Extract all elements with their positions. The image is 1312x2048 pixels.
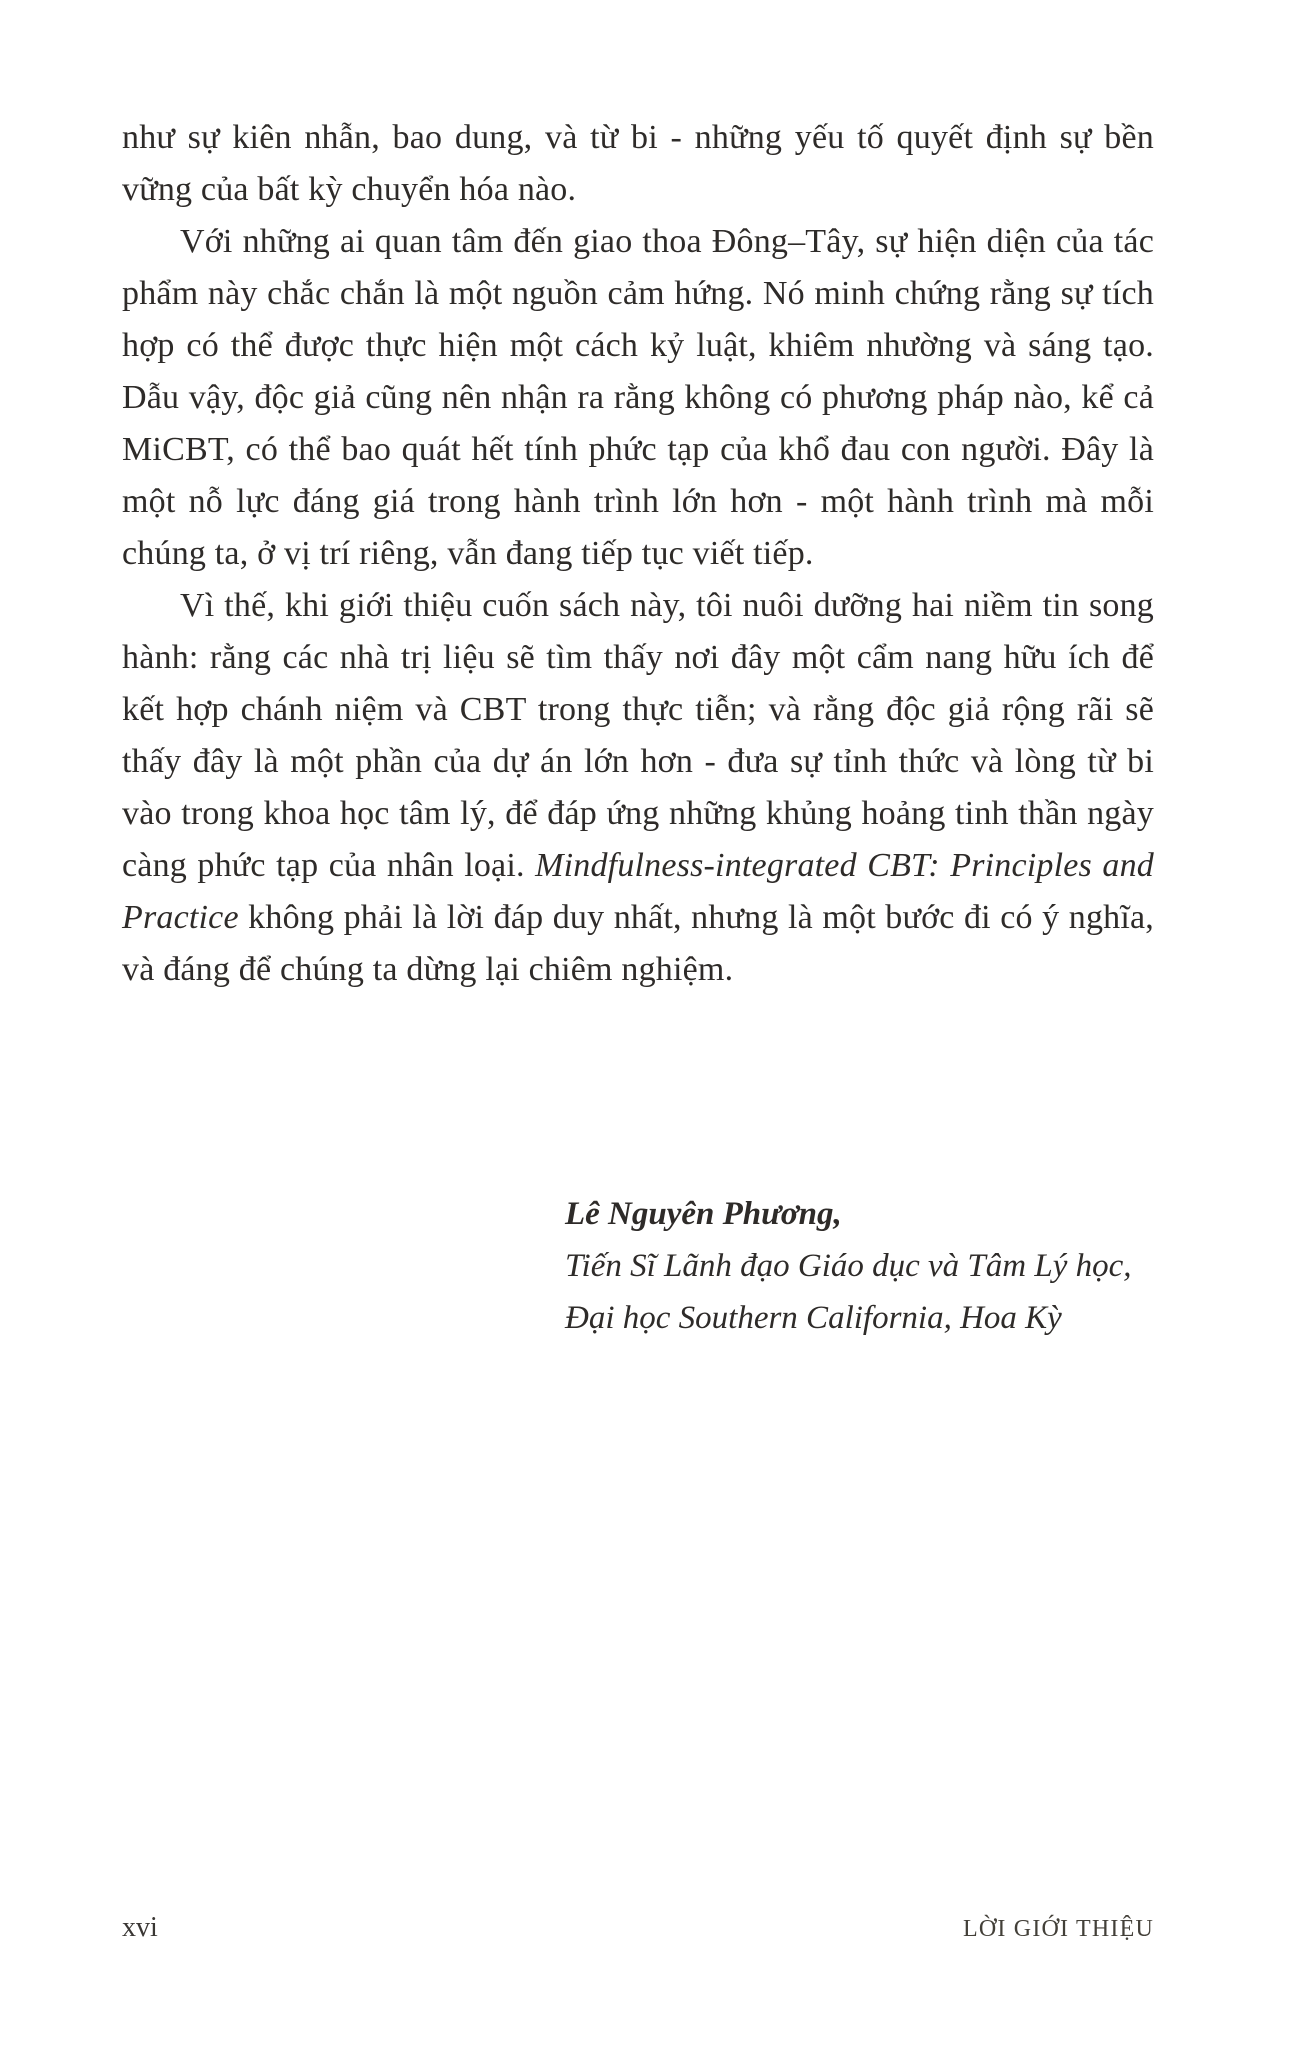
paragraph-continued: như sự kiên nhẫn, bao dung, và từ bi - những yếu tố quyết định sự bền vững của bất kỳ chuyển hóa nào.: [122, 119, 1154, 208]
running-section-title: LỜI GIỚI THIỆU: [963, 1916, 1154, 1942]
body-text: [122, 112, 1154, 996]
author-title: Tiến Sĩ Lãnh đạo Giáo dục và Tâm Lý học,: [565, 1248, 1132, 1284]
signature-block: [565, 1188, 1132, 1344]
page-number: xvi: [122, 1912, 158, 1943]
paragraph-3-text-end: không phải là lời đáp duy nhất, nhưng là một bước đi có ý nghĩa, và đáng để chúng ta dừng lại chiêm nghiệm.: [122, 899, 1154, 988]
page-footer: [122, 1912, 1154, 1944]
paragraph-2: [122, 216, 1154, 580]
book-title-italic: Mindfulness-integrated CBT: Principles and Practice: [122, 847, 1155, 936]
author-name: Lê Nguyên Phương,: [565, 1196, 842, 1232]
paragraph-2-text: Với những ai quan tâm đến giao thoa Đông–Tây, sự hiện diện của tác phẩm này chắc chắn là một nguồn cảm hứng. Nó minh chứng rằng sự tích hợp có thể được thực hiện một cách kỷ luật, khiêm nhường và sáng tạo. Dẫu vậy, độc giả cũng nên nhận ra rằng không có phương pháp nào, kể cả MiCBT, có thể bao quát hết tính phức tạp của khổ đau con người. Đây là một nỗ lực đáng giá trong hành trình lớn hơn - một hành trình mà mỗi chúng ta, ở vị trí riêng, vẫn đang tiếp tục viết tiếp.: [122, 223, 1154, 572]
author-affiliation: Đại học Southern California, Hoa Kỳ: [565, 1300, 1062, 1336]
paragraph-3: [122, 580, 1154, 996]
paragraph-3-text-start: Vì thế, khi giới thiệu cuốn sách này, tôi nuôi dưỡng hai niềm tin song hành: rằng các nhà trị liệu sẽ tìm thấy nơi đây một cẩm nang hữu ích để kết hợp chánh niệm và CBT trong thực tiễn; và rằng độc giả rộng rãi sẽ thấy đây là một phần của dự án lớn hơn - đưa sự tỉnh thức và lòng từ bi vào trong khoa học tâm lý, để đáp ứng những khủng hoảng tinh thần ngày càng phức tạp của nhân loại.: [122, 587, 1154, 884]
